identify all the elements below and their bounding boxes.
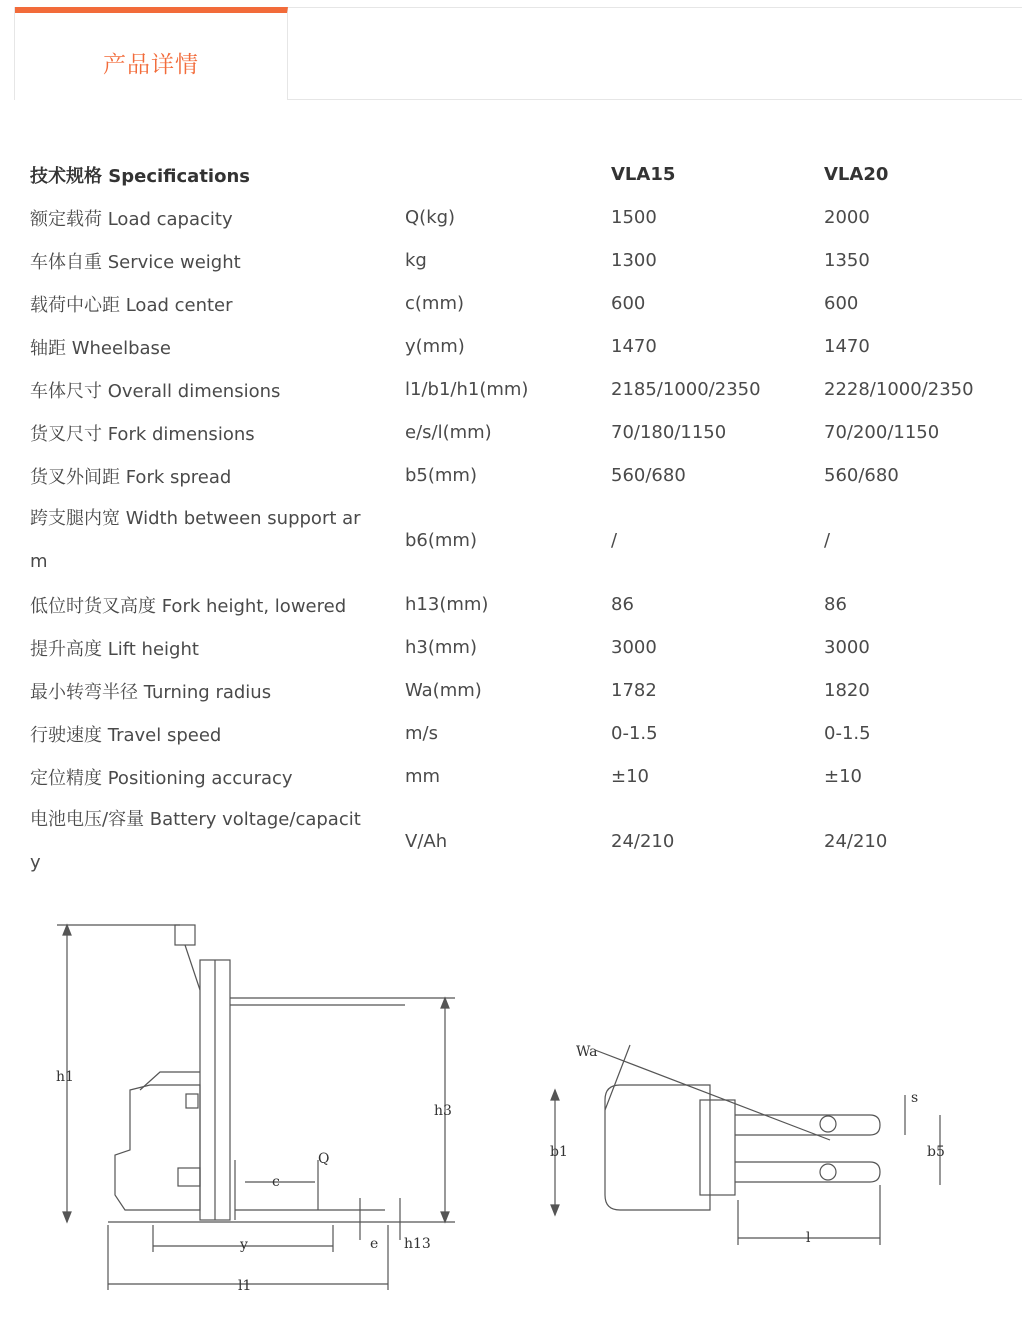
row-unit: b6(mm) [405,529,477,551]
row-name: 跨支腿内宽 Width between support arm [30,508,361,572]
label-y: y [240,1237,248,1253]
row-vla20: 0-1.5 [824,723,871,744]
row-name: 最小转弯半径 Turning radius [30,681,272,703]
row-vla20: 24/210 [824,830,888,852]
row-vla20: 2000 [824,207,870,228]
row-vla20: 3000 [824,637,870,658]
label-c: c [272,1174,280,1190]
table-row [30,411,1004,454]
row-vla15: 2185/1000/2350 [611,379,761,400]
label-l: l [806,1230,811,1246]
row-name: 低位时货叉高度 Fork height, lowered [30,595,347,617]
row-vla20: 2228/1000/2350 [824,379,974,400]
label-s: s [911,1090,919,1106]
row-unit: e/s/l(mm) [405,422,492,443]
row-name: 额定载荷 Load capacity [30,208,233,230]
row-vla20: 560/680 [824,465,899,486]
row-name: 提升高度 Lift height [30,638,199,660]
row-vla20: 86 [824,594,847,615]
row-vla15: 1300 [611,250,657,271]
row-vla20: 1470 [824,336,870,357]
header-unit [405,153,611,196]
table-row [30,712,1004,755]
row-vla15: 600 [611,293,646,314]
label-h13: h13 [404,1236,431,1252]
row-unit: Wa(mm) [405,680,482,701]
row-vla15: 1782 [611,680,657,701]
row-name: 定位精度 Positioning accuracy [30,767,293,789]
row-unit: l1/b1/h1(mm) [405,379,529,400]
row-name: 行驶速度 Travel speed [30,724,222,746]
table-row [30,669,1004,712]
tab-product-details[interactable] [15,7,288,100]
row-vla20: 1820 [824,680,870,701]
label-b5: b5 [927,1144,945,1160]
table-row [30,454,1004,497]
header-spec: 技术规格 Specifications [30,165,250,187]
row-vla15: 1500 [611,207,657,228]
dimension-labels [56,1044,945,1294]
header-vla20: VLA20 [824,164,889,185]
label-e: e [370,1236,379,1252]
row-vla20: 1350 [824,250,870,271]
row-unit: c(mm) [405,293,465,314]
label-Q: Q [318,1151,330,1167]
table-row [30,583,1004,626]
tab-bar [14,7,1022,100]
row-unit: Q(kg) [405,207,456,228]
table-row [30,325,1004,368]
row-vla15: 1470 [611,336,657,357]
row-vla15: 86 [611,594,634,615]
tab-label: 产品详情 [103,52,199,78]
row-vla20: / [824,529,831,551]
label-h3: h3 [434,1103,452,1119]
side-view-drawing [57,925,455,1290]
row-unit: V/Ah [405,830,448,852]
header-vla15: VLA15 [611,164,676,185]
row-vla15: 560/680 [611,465,686,486]
row-name: 载荷中心距 Load center [30,294,233,316]
row-vla20: ±10 [824,766,862,787]
dimension-diagram [0,900,1022,1320]
top-view-drawing [551,1045,940,1245]
row-unit: b5(mm) [405,465,477,486]
row-name: 货叉尺寸 Fork dimensions [30,423,255,445]
label-l1: l1 [238,1278,252,1294]
table-row [30,368,1004,411]
table-row [30,282,1004,325]
row-vla15: 3000 [611,637,657,658]
spec-table [30,153,1004,884]
table-row [30,755,1004,798]
row-vla15: ±10 [611,766,649,787]
row-unit: m/s [405,723,438,744]
row-name: 电池电压/容量 Battery voltage/capacity [30,809,361,873]
table-row [30,196,1004,239]
row-unit: h3(mm) [405,637,477,658]
table-row [30,497,1004,583]
row-name: 车体自重 Service weight [30,251,241,273]
row-vla15: 70/180/1150 [611,422,727,443]
row-unit: mm [405,766,441,787]
table-row [30,239,1004,282]
row-vla15: / [611,529,618,551]
row-unit: kg [405,250,427,271]
label-h1: h1 [56,1069,74,1085]
row-vla15: 24/210 [611,830,675,852]
spec-header-row [30,153,1004,196]
row-name: 轴距 Wheelbase [30,337,171,359]
row-vla20: 600 [824,293,859,314]
row-name: 货叉外间距 Fork spread [30,466,232,488]
row-name: 车体尺寸 Overall dimensions [30,380,281,402]
row-vla15: 0-1.5 [611,723,658,744]
row-vla20: 70/200/1150 [824,422,940,443]
row-unit: y(mm) [405,336,465,357]
label-b1: b1 [550,1144,568,1160]
table-row [30,626,1004,669]
table-row [30,798,1004,884]
row-unit: h13(mm) [405,594,489,615]
label-Wa: Wa [576,1044,598,1060]
